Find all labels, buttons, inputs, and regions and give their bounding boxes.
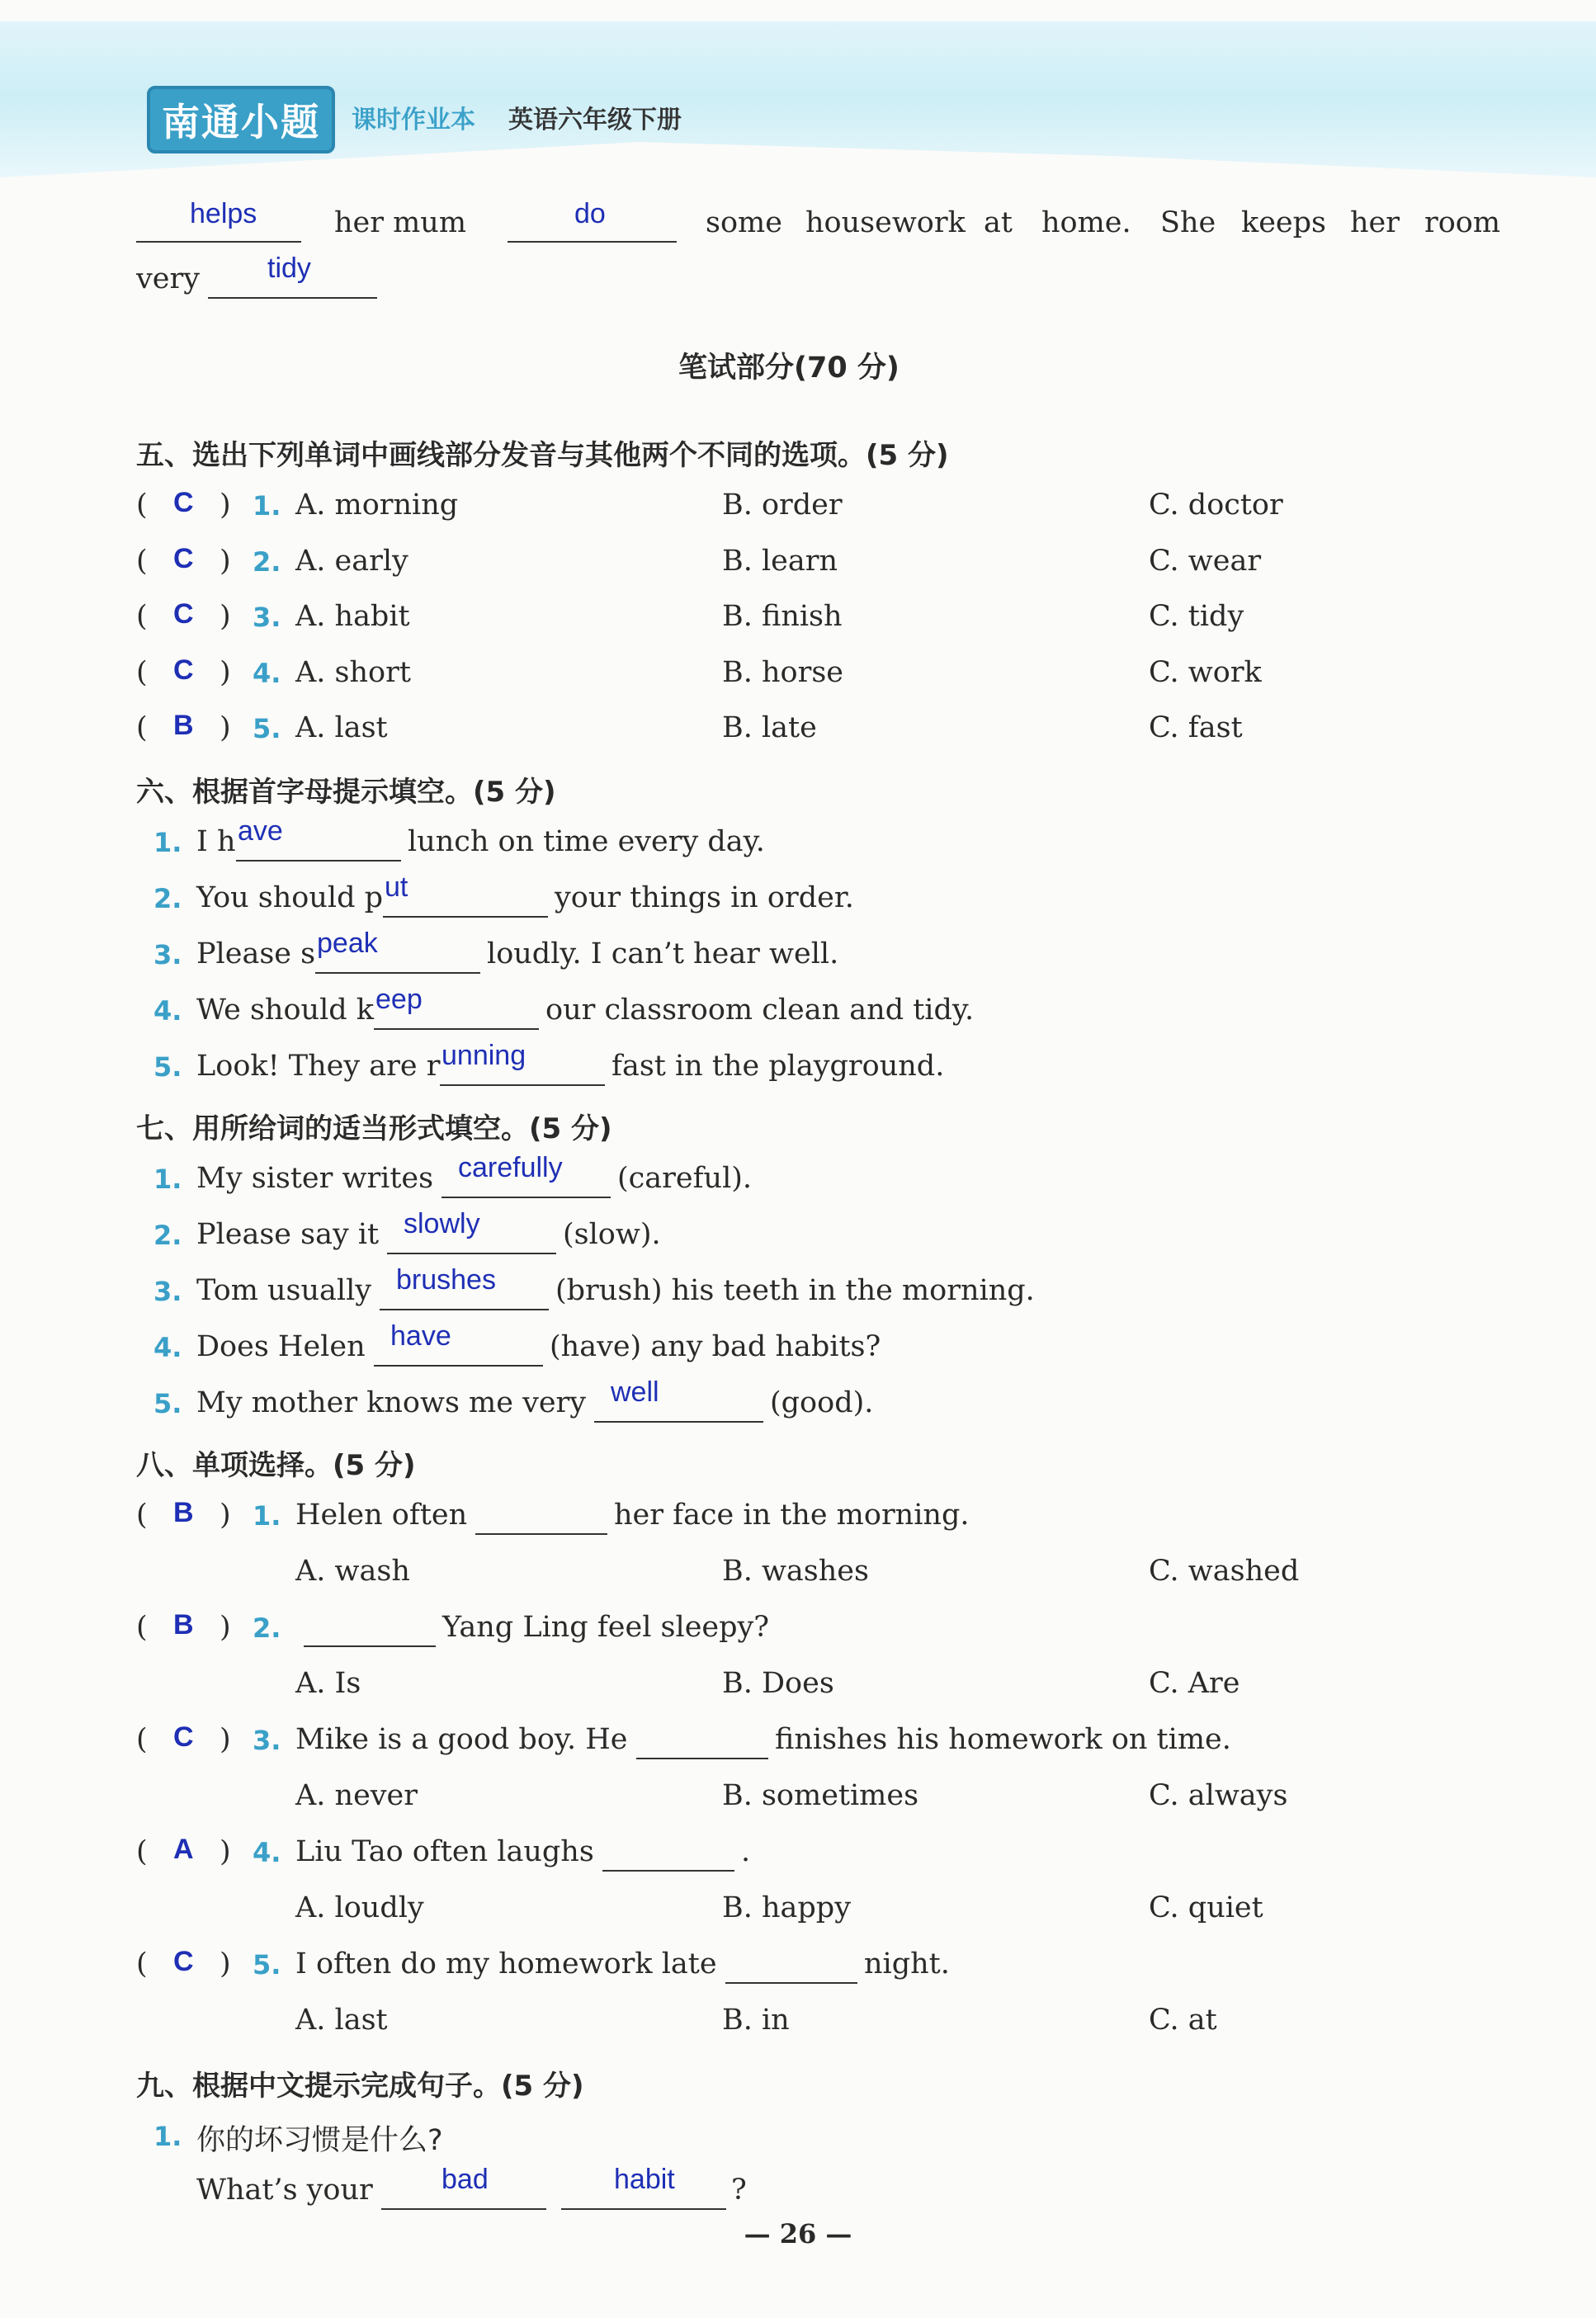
answer-text: eep <box>375 984 423 1015</box>
sentence-post: our classroom clean and tidy. <box>545 994 975 1027</box>
option-a: A. last <box>295 711 388 744</box>
answer-text: have <box>390 1320 451 1352</box>
text-fragment: keeps <box>1241 206 1327 239</box>
question-number: 3. <box>153 1276 182 1307</box>
paren-close: ) <box>220 1499 231 1532</box>
option-b: B. Does <box>722 1667 834 1700</box>
chinese-prompt: 你的坏习惯是什么? <box>196 2124 443 2157</box>
sentence-post: night. <box>864 1947 950 1980</box>
sentence-pre: I h <box>196 825 236 858</box>
sentence-post: (have) any bad habits? <box>550 1330 881 1363</box>
text-fragment: some <box>706 206 782 239</box>
sentence-post: (good). <box>770 1386 874 1419</box>
sentence-pre: Tom usually <box>196 1274 372 1307</box>
option-b: B. order <box>722 489 843 522</box>
paren-open: ( <box>136 711 148 744</box>
answer-blank <box>380 1309 549 1310</box>
sentence-pre: I often do my homework late <box>295 1947 717 1980</box>
sentence-pre: My sister writes <box>196 1162 434 1195</box>
option-b: B. happy <box>722 1891 851 1924</box>
option-c: C. work <box>1149 655 1262 689</box>
answer-letter: A <box>173 1834 194 1865</box>
option-b: B. washes <box>722 1555 869 1588</box>
text-fragment: very <box>136 262 200 295</box>
option-a: A. habit <box>295 600 410 633</box>
sentence-pre: Helen often <box>295 1499 468 1532</box>
paren-open: ( <box>136 1835 148 1868</box>
option-c: C. Are <box>1149 1667 1240 1700</box>
answer-letter: C <box>173 487 194 518</box>
answer-text: well <box>611 1376 659 1408</box>
question-number: 1. <box>253 490 281 522</box>
answer-text: do <box>574 198 606 229</box>
paren-close: ) <box>220 1835 231 1868</box>
sentence-post: Yang Ling feel sleepy? <box>442 1611 770 1644</box>
question-number: 2. <box>153 883 182 914</box>
answer-blank <box>304 1645 436 1647</box>
question-number: 3. <box>253 1725 281 1756</box>
paren-open: ( <box>136 544 148 578</box>
text-fragment: at <box>984 206 1013 239</box>
option-c: C. at <box>1149 2004 1217 2037</box>
option-a: A. wash <box>295 1555 410 1588</box>
sentence-pre: Look! They are r <box>196 1050 441 1083</box>
answer-blank <box>374 1028 539 1030</box>
answer-blank <box>374 1365 543 1367</box>
paren-close: ) <box>220 1947 231 1980</box>
paren-close: ) <box>220 544 231 578</box>
answer-text: ave <box>238 815 283 847</box>
question-number: 3. <box>253 602 281 633</box>
answer-letter: C <box>173 654 194 686</box>
question-number: 2. <box>253 545 281 578</box>
sentence-post: fast in the playground. <box>611 1050 945 1083</box>
option-b: B. learn <box>722 544 838 578</box>
paren-open: ( <box>136 655 148 689</box>
answer-blank <box>602 1870 734 1872</box>
sentence-pre: You should p <box>196 881 384 914</box>
option-c: C. doctor <box>1149 489 1283 522</box>
option-c: C. fast <box>1149 711 1243 744</box>
answer-text: habit <box>614 2164 675 2195</box>
paren-open: ( <box>136 1499 148 1532</box>
sentence-pre: We should k <box>196 994 375 1027</box>
option-a: A. never <box>295 1779 418 1812</box>
sentence-post: . <box>741 1835 751 1868</box>
question-number: 2. <box>253 1612 281 1644</box>
page-number: — 26 — <box>744 2218 852 2250</box>
option-b: B. finish <box>722 600 843 633</box>
question-number: 5. <box>153 1388 182 1419</box>
option-b: B. late <box>722 711 817 744</box>
text-fragment: home. <box>1041 206 1131 239</box>
sentence-post: (brush) his teeth in the morning. <box>555 1274 1035 1307</box>
question-number: 5. <box>253 1949 281 1980</box>
text-fragment: her <box>1350 206 1400 239</box>
option-c: C. always <box>1149 1779 1288 1812</box>
answer-blank <box>387 1253 556 1254</box>
text-fragment: She <box>1160 206 1216 239</box>
paren-close: ) <box>220 600 231 633</box>
text-fragment: her mum <box>334 206 467 239</box>
paren-close: ) <box>220 1611 231 1644</box>
answer-letter: B <box>173 1497 194 1528</box>
question-number: 1. <box>153 827 182 858</box>
question-number: 4. <box>253 657 281 689</box>
answer-text: ut <box>385 871 408 903</box>
answer-letter: C <box>173 598 194 630</box>
answer-blank <box>475 1533 607 1535</box>
option-a: A. short <box>295 655 411 689</box>
paren-open: ( <box>136 1611 148 1644</box>
question-number: 4. <box>153 1332 182 1363</box>
answer-text: carefully <box>458 1152 563 1183</box>
sentence-pre: Liu Tao often laughs <box>295 1835 594 1868</box>
question-number: 5. <box>253 713 281 744</box>
answer-text: bad <box>441 2164 489 2195</box>
answer-blank <box>383 916 548 918</box>
paren-open: ( <box>136 1947 148 1980</box>
option-b: B. sometimes <box>722 1779 919 1812</box>
answer-letter: C <box>173 1946 194 1977</box>
paren-close: ) <box>220 489 231 522</box>
section-title: 六、根据首字母提示填空。(5 分) <box>136 776 556 809</box>
paren-close: ) <box>220 711 231 744</box>
sentence-pre: My mother knows me very <box>196 1386 587 1419</box>
option-b: B. horse <box>722 655 843 689</box>
answer-blank <box>440 1084 605 1086</box>
paren-close: ) <box>220 1723 231 1756</box>
answer-letter: B <box>173 1609 194 1641</box>
section-title: 五、选出下列单词中画线部分发音与其他两个不同的选项。(5 分) <box>136 439 949 472</box>
book-logo: 南通小题 <box>147 86 335 153</box>
answer-text: slowly <box>404 1208 480 1239</box>
answer-blank <box>136 241 301 243</box>
question-number: 4. <box>253 1837 281 1868</box>
answer-letter: C <box>173 542 194 574</box>
question-number: 1. <box>153 1164 182 1195</box>
option-c: C. washed <box>1149 1555 1300 1588</box>
option-a: A. morning <box>295 489 459 522</box>
text-fragment: room <box>1424 206 1501 239</box>
sentence-pre: Does Helen <box>196 1330 366 1363</box>
paren-open: ( <box>136 600 148 633</box>
paren-close: ) <box>220 655 231 689</box>
answer-blank <box>508 241 677 243</box>
sentence-post: finishes his homework on time. <box>775 1723 1231 1756</box>
sentence-post: ? <box>731 2174 747 2207</box>
answer-blank <box>236 860 401 862</box>
option-c: C. quiet <box>1149 1891 1263 1924</box>
answer-blank <box>725 1982 857 1984</box>
question-number: 2. <box>153 1220 182 1251</box>
answer-blank <box>636 1758 768 1759</box>
sentence-post: (careful). <box>617 1162 753 1195</box>
subject-name: 英语六年级下册 <box>508 106 682 135</box>
sentence-post: her face in the morning. <box>614 1499 970 1532</box>
section-title: 九、根据中文提示完成句子。(5 分) <box>136 2070 584 2103</box>
answer-letter: C <box>173 1721 194 1753</box>
answer-text: helps <box>190 198 257 229</box>
section-title: 七、用所给词的适当形式填空。(5 分) <box>136 1112 612 1145</box>
section-title: 八、单项选择。(5 分) <box>136 1449 416 1482</box>
answer-blank <box>208 297 377 299</box>
sentence-pre: Mike is a good boy. He <box>295 1723 628 1756</box>
question-number: 1. <box>253 1500 281 1532</box>
answer-text: brushes <box>396 1264 496 1296</box>
sentence-post: lunch on time every day. <box>408 825 765 858</box>
option-b: B. in <box>722 2004 790 2037</box>
answer-text: peak <box>317 928 378 959</box>
option-a: A. early <box>295 544 408 578</box>
paren-open: ( <box>136 489 148 522</box>
answer-blank <box>381 2208 546 2210</box>
question-number: 3. <box>153 939 182 970</box>
option-c: C. wear <box>1149 544 1262 578</box>
series-name: 课时作业本 <box>352 106 475 135</box>
answer-blank <box>441 1197 611 1198</box>
sentence-post: your things in order. <box>555 881 854 914</box>
paren-open: ( <box>136 1723 148 1756</box>
question-number: 4. <box>153 995 182 1027</box>
answer-text: tidy <box>267 253 311 284</box>
sentence-pre: Please say it <box>196 1218 380 1251</box>
option-c: C. tidy <box>1149 600 1244 633</box>
answer-blank <box>561 2208 726 2210</box>
sentence-pre: Please s <box>196 937 316 970</box>
sentence-post: (slow). <box>563 1218 661 1251</box>
answer-text: unning <box>441 1040 526 1071</box>
answer-letter: B <box>173 710 194 741</box>
answer-blank <box>594 1421 763 1423</box>
sentence-post: loudly. I can’t hear well. <box>487 937 839 970</box>
option-a: A. Is <box>295 1667 361 1700</box>
question-number: 1. <box>153 2121 182 2152</box>
sentence-pre: What’s your <box>196 2174 373 2207</box>
answer-blank <box>315 972 480 974</box>
option-a: A. last <box>295 2004 388 2037</box>
option-a: A. loudly <box>295 1891 424 1924</box>
written-part-title: 笔试部分(70 分) <box>678 352 900 385</box>
text-fragment: housework <box>805 206 966 239</box>
question-number: 5. <box>153 1051 182 1083</box>
